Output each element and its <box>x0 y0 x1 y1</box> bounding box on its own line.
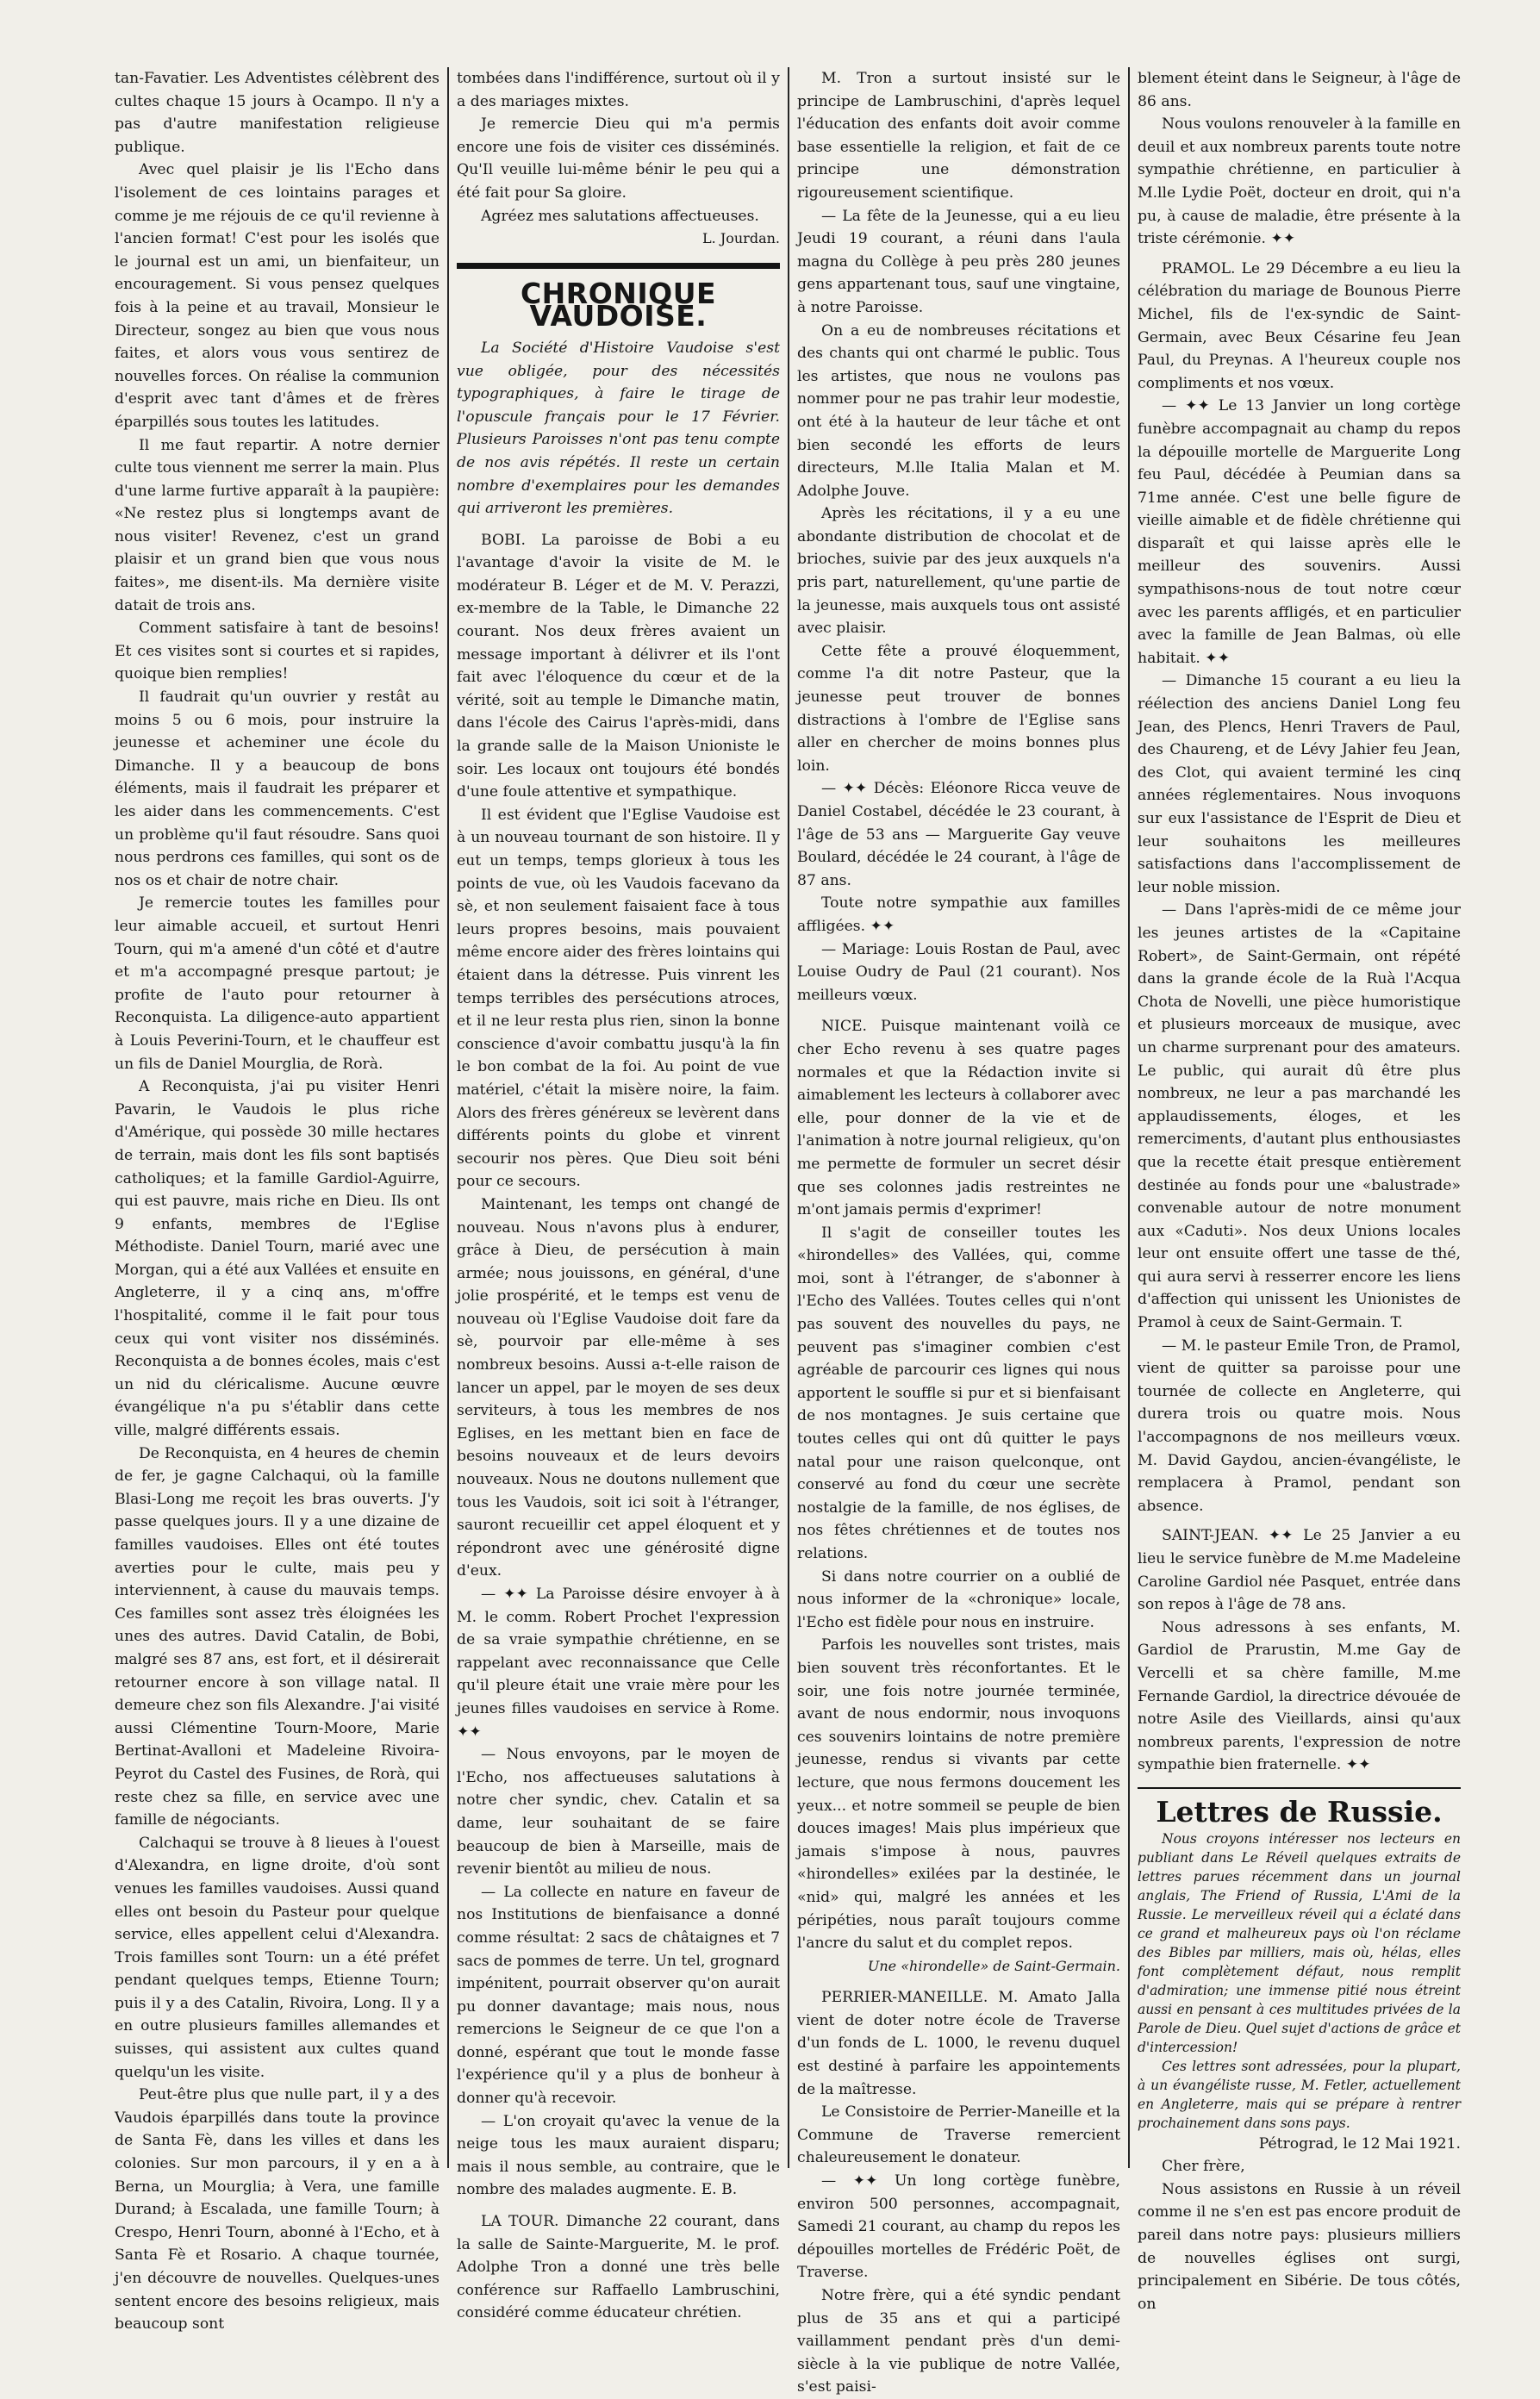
paragraph: Notre frère, qui a été syndic pendant plus de 35 ans et qui a participé vaillamment pendant près d'un demi-siècle à la vie publique de notre Vallée, s'est paisi- <box>797 2287 1120 2396</box>
paragraph: — ✦✦ Décès: Eléonore Ricca veuve de Daniel Costabel, décédée le 23 courant, à l'âge de 53 ans — Marguerite Gay veuve Boulard, décédée le 24 courant, à l'âge de 87 ans. <box>797 780 1120 889</box>
signature: L. Jourdan. <box>702 230 780 247</box>
paragraph: PRAMOL. Le 29 Décembre a eu lieu la célébration du mariage de Bounous Pierre Michel, fils de l'ex-syndic de Saint-Germain, avec Beux Césarine feu Jean Paul, du Preynas. A l'heureux couple nos compliments et nos vœux. <box>1138 259 1461 392</box>
column-4 <box>1128 67 1468 2313</box>
paragraph: — La collecte en nature en faveur de nos Institutions de bienfaisance a donné comme résultat: 2 sacs de châtaignes et 7 sacs de pommes de terre. Un tel, grognard impénitent, pourrait observer qu'on aurait pu donner davantage; mais nous, nous remercions le Seigneur de ce que l'on a donné, espérant que tout le monde fasse l'expérience qu'il y a plus de bonheur à donner qu'à recevoir. <box>457 1883 780 2108</box>
paragraph: — L'on croyait qu'avec la venue de la neige tous les maux auraient disparu; mais il nous semble, au contraire, que le nombre des malades augmente. E. B. <box>457 2112 780 2199</box>
column-3 <box>788 67 1128 2396</box>
paragraph: Je remercie Dieu qui m'a permis encore une fois de visiter ces disséminés. Qu'Il veuille lui-même bénir le peu qui a été fait pour Sa gloire. <box>457 115 780 202</box>
paragraph: Il me faut repartir. A notre dernier culte tous viennent me serrer la main. Plus d'une larme furtive apparaît à la paupière: «Ne restez plus si longtemps avant de nous visiter! Revenez, c'est un grand plaisir et un grand bien que vous nous faites», me disent-ils. Ma dernière visite datait de trois ans. <box>115 436 440 614</box>
paragraph: Cette fête a prouvé éloquemment, comme l'a dit notre Pasteur, que la jeunesse peut trouver de bonnes distractions à l'ombre de l'Eglise sans aller en chercher de moins bonnes plus loin. <box>797 642 1120 775</box>
paragraph: SAINT-JEAN. ✦✦ Le 25 Janvier a eu lieu le service funèbre de M.me Madeleine Caroline Gardiol née Pasquet, entrée dans son repos à l'âge de 78 ans. <box>1138 1527 1461 1614</box>
section-title: CHRONIQUE VAUDOISE. <box>520 276 717 333</box>
paragraph: Je remercie toutes les familles pour leur aimable accueil, et surtout Henri Tourn, qui m'a amené d'un côté et d'autre et m'a accompagné presque partout; je profite de l'auto pour retourner à Reconquista. La diligence-auto appartient à Louis Peverini-Tourn, et le chauffeur est un fils de Daniel Mourglia, de Rorà. <box>115 894 440 1073</box>
signature: Une «hirondelle» de Saint-Germain. <box>867 1957 1120 1974</box>
paragraph: Maintenant, les temps ont changé de nouveau. Nous n'avons plus à endurer, grâce à Dieu, de persécution à main armée; nous jouissons, en général, d'une jolie prospérité, et le temps est venu de nouveau où l'Eglise Vaudoise doit fare da sè, pourvoir par elle-même à ses nombreux besoins. Aussi a-t-elle raison de lancer un appel, par le moyen de ses deux serviteurs, à tous les membres de nos Eglises, en les mettant bien en face de besoins nouveaux et de leurs devoirs nouveaux. Nous ne doutons nullement que tous les Vaudois, soit ici soit à l'étranger, sauront recueillir cet appel éloquent et y répondront avec une générosité digne d'eux. <box>457 1195 780 1580</box>
paragraph: Agréez mes salutations affectueuses. <box>481 207 759 225</box>
section-intro: Nous croyons intéresser nos lecteurs en publiant dans Le Réveil quelques extraits de lettres parues récemment dans un journal anglais, The Friend of Russia, L'Ami de la Russie. Le merveilleux réveil qui a éclaté dans ce grand et malheureux pays où l'on réclame des Bibles par milliers, mais où, hélas, elles font complètement défaut, nous remplit d'admiration; une immense pitié nous étreint aussi en pensant à ces multitudes privées de la Parole de Dieu. Quel sujet d'actions de grâce et d'intercession! <box>1138 1830 1461 2055</box>
paragraph: Après les récitations, il y a eu une abondante distribution de chocolat et de brioches, suivie par des jeux auxquels n'a pris part, naturellement, qu'une partie de la jeunesse, mais auxquels tous ont assisté avec plaisir. <box>797 505 1120 638</box>
paragraph: Toute notre sympathie aux familles affligées. ✦✦ <box>797 894 1120 935</box>
dateline: Pétrograd, le 12 Mai 1921. <box>1258 2134 1461 2153</box>
paragraph: tan-Favatier. Les Adventistes célèbrent des cultes chaque 15 jours à Ocampo. Il n'y a pas d'autre manifestation religieuse publique. <box>115 70 440 156</box>
paragraph: A Reconquista, j'ai pu visiter Henri Pavarin, le Vaudois le plus riche d'Amérique, qui possède 30 mille hectares de terrain, mais dont les fils sont baptisés catholiques; et la famille Gardiol-Aguirre, qui est pauvre, mais riche en Dieu. Ils ont 9 enfants, membres de l'Eglise Méthodiste. Daniel Tourn, marié avec une Morgan, qui a été aux Vallées et ensuite en Angleterre, il y a cinq ans, m'offre l'hospitalité, comme il le fait pour tous ceux qui vont visiter nos disséminés. Reconquista a de bonnes écoles, mais c'est un nid du cléricalisme. Aucune œuvre évangélique n'a pu s'établir dans cette ville, malgré différents essais. <box>115 1078 440 1440</box>
paragraph: Calchaqui se trouve à 8 lieues à l'ouest d'Alexandra, en ligne droite, d'où sont venues les familles vaudoises. Aussi quand elles ont besoin du Pasteur pour quelque service, elles appellent celui d'Alexandra. Trois familles sont Tourn: un a été préfet pendant quelques temps, Etienne Tourn; puis il y a des Catalin, Rivoira, Long. Il y a en outre plusieurs familles allemandes et suisses, qui assistent aux cultes quand quelqu'un les visite. <box>115 1834 440 2081</box>
paragraph: — ✦✦ La Paroisse désire envoyer à à M. le comm. Robert Prochet l'expression de sa vraie sympathie chrétienne, en se rappelant avec reconnaissance que Celle qu'il pleure était une vraie mère pour les jeunes filles vaudoises en service à Rome. ✦✦ <box>457 1586 780 1741</box>
column-2 <box>447 67 788 2322</box>
paragraph: Nous adressons à ses enfants, M. Gardiol de Prarustin, M.me Gay de Vercelli et sa chère famille, M.me Fernande Gardiol, la directrice dévouée de notre Asile des Vieillards, ainsi qu'aux nombreux parents, l'expression de notre sympathie bien fraternelle. ✦✦ <box>1138 1618 1461 1774</box>
paragraph: blement éteint dans le Seigneur, à l'âge de 86 ans. <box>1138 70 1461 110</box>
section-intro: La Société d'Histoire Vaudoise s'est vue obligée, pour des nécessités typographiques, à faire le tirage de l'opuscule français pour le 17 Février. Plusieurs Paroisses n'ont pas tenu compte de nos avis répétés. Il reste un certain nombre d'exemplaires pour les demandes qui arriveront les premières. <box>457 339 780 518</box>
paragraph: Il s'agit de conseiller toutes les «hirondelles» des Vallées, qui, comme moi, sont à l'étranger, de s'abonner à l'Echo des Vallées. Toutes celles qui n'ont pas souvent des nouvelles du pays, ne peuvent pas s'imaginer combien c'est agréable de parcourir ces lignes qui nous apportent le souffle si pur et si bienfaisant de nos montagnes. Je suis certaine que toutes celles qui ont dû quitter le pays natal pour une raison quelconque, ont conservé au fond du cœur une secrète nostalgie de la famille, de nos églises, de nos fêtes chrétiennes et de toutes nos relations. <box>797 1224 1120 1562</box>
paragraph: Le Consistoire de Perrier-Maneille et la Commune de Traverse remercient chaleureusement le donateur. <box>797 2103 1120 2167</box>
column-1 <box>107 67 447 2334</box>
paragraph: PERRIER-MANEILLE. M. Amato Jalla vient de doter notre école de Traverse d'un fonds de L. 1000, le revenu duquel est destiné à parfaire les appointements de la maîtresse. <box>797 1989 1120 2098</box>
section-rule <box>457 263 780 269</box>
paragraph: LA TOUR. Dimanche 22 courant, dans la salle de Sainte-Marguerite, M. le prof. Adolphe Tron a donné une très belle conférence sur Raffaello Lambruschini, considéré comme éducateur chrétien. <box>457 2213 780 2322</box>
paragraph: BOBI. La paroisse de Bobi a eu l'avantage d'avoir la visite de M. le modérateur B. Léger et de M. V. Perazzi, ex-membre de la Table, le Dimanche 22 courant. Nos deux frères avaient un message important à délivrer et ils l'ont fait avec l'éloquence du cœur et de la vérité, soit au temple le Dimanche matin, dans l'école des Cairus l'après-midi, dans la grande salle de la Maison Unioniste le soir. Les locaux ont toujours été bondés d'une foule attentive et sympathique. <box>457 531 780 801</box>
paragraph: NICE. Puisque maintenant voilà ce cher Echo revenu à ses quatre pages normales et que la Rédaction invite si aimablement les lecteurs à collaborer avec elle, pour donner de la vie et de l'animation à notre journal religieux, qu'on me permette de formuler un secret désir que ses colonnes jadis restreintes ne m'ont jamais permis d'exprimer! <box>797 1018 1120 1219</box>
salutation: Cher frère, <box>1162 2158 1245 2176</box>
paragraph: Si dans notre courrier on a oublié de nous informer de la «chronique» locale, l'Echo est fidèle pour nous en instruire. <box>797 1567 1120 1631</box>
section-intro: Ces lettres sont adressées, pour la plupart, à un évangéliste russe, M. Fetler, actuellement en Angleterre, mais qui se prépare à rentrer prochainement dans sons pays. <box>1138 2058 1461 2131</box>
paragraph: — Dimanche 15 courant a eu lieu la réélection des anciens Daniel Long feu Jean, des Plencs, Henri Travers de Paul, des Chaureng, et de Lévy Jahier feu Jean, des Clot, qui avaient terminé les cinq années réglementaires. Nous invoquons sur eux l'assistance de l'Esprit de Dieu et leur souhaitons les meilleures satisfactions dans l'accomplissement de leur noble mission. <box>1138 672 1461 896</box>
section-title: Lettres de Russie. <box>1156 1794 1443 1829</box>
paragraph: M. Tron a surtout insisté sur le principe de Lambruschini, d'après lequel l'éducation des enfants doit avoir comme base essentielle la religion, et fait de ce principe une démonstration rigoureusement scientifique. <box>797 70 1120 202</box>
paragraph: Nous voulons renouveler à la famille en deuil et aux nombreux parents toute notre sympathie chrétienne, en particulier à M.lle Lydie Poët, docteur en droit, qui n'a pu, à cause de maladie, être présente à la triste cérémonie. ✦✦ <box>1138 115 1461 248</box>
paragraph: Il faudrait qu'un ouvrier y restât au moins 5 ou 6 mois, pour instruire la jeunesse et acheminer une école du Dimanche. Il y a beaucoup de bons éléments, mais il faudrait les préparer et les aider dans les commencements. C'est un problème qu'il faut résoudre. Sans quoi nous perdrons ces familles, qui sont os de nos os et chair de notre chair. <box>115 689 440 889</box>
paragraph: — ✦✦ Un long cortège funèbre, environ 500 personnes, accompagnait, Samedi 21 courant, au champ du repos les dépouilles mortelles de Frédéric Poët, de Traverse. <box>797 2172 1120 2282</box>
paragraph: — Dans l'après-midi de ce même jour les jeunes artistes de la «Capitaine Robert», de Saint-Germain, ont répété dans la grande école de la Ruà l'Acqua Chota de Novelli, une pièce humoristique et plusieurs morceaux de musique, avec un charme surprenant pour des amateurs. Le public, qui aurait dû être plus nombreux, ne leur a pas marchandé les applaudissements, éloges, et les remerciments, d'autant plus enthousiastes que la recette était presque entièrement destinée au fonds pour une «balustrade» convenable autour de notre monument aux «Caduti». Nos deux Unions locales leur ont ensuite offert une tasse de thé, qui aura servi à resserrer encore les liens d'affection qui unissent les Unionistes de Pramol à ceux de Saint-Germain. T. <box>1138 901 1461 1332</box>
paragraph: Nous assistons en Russie à un réveil comme il ne s'en est pas encore produit de pareil dans notre pays: plusieurs milliers de nouvelles églises ont surgi, principalement en Sibérie. De tous côtés, on <box>1138 2180 1461 2313</box>
columns <box>107 67 1523 2396</box>
paragraph: De Reconquista, en 4 heures de chemin de fer, je gagne Calchaqui, où la famille Blasi-Long me reçoit les bras ouverts. J'y passe quelques jours. Il y a une dizaine de familles vaudoises. Elles ont été toutes averties pour le culte, mais peu y interviennent, à cause du mauvais temps. Ces familles sont assez très éloignées les unes des autres. David Catalin, de Bobi, malgré ses 87 ans, est fort, et il désirerait retourner encore à son village natal. Il demeure chez son fils Alexandre. J'ai visité aussi Clémentine Tourn-Moore, Marie Bertinat-Avalloni et Madeleine Rivoira-Peyrot du Castel des Fusines, de Rorà, qui reste chez sa fille, en service avec une famille de négociants. <box>115 1444 440 1829</box>
paragraph: — La fête de la Jeunesse, qui a eu lieu Jeudi 19 courant, a réuni dans l'aula magna du Collège à peu près 280 jeunes gens appartenant tous, sauf une vingtaine, à notre Paroisse. <box>797 207 1120 316</box>
paragraph: On a eu de nombreuses récitations et des chants qui ont charmé le public. Tous les artistes, que nous ne voulons pas nommer pour ne pas trahir leur modestie, ont été à la hauteur de leur tâche et ont bien secondé les efforts de leurs directeurs, M.lle Italia Malan et M. Adolphe Jouve. <box>797 321 1120 500</box>
paragraph: Il est évident que l'Eglise Vaudoise est à un nouveau tournant de son histoire. Il y eut un temps, temps glorieux à tous les points de vue, où les Vaudois facevano da sè, et non seulement faisaient face à tous leurs propres besoins, mais pouvaient même encore aider des frères lointains qui étaient dans la détresse. Puis vinrent les temps terribles des persécutions atroces, et il ne leur resta plus rien, sinon la bonne conscience d'avoir combattu jusqu'à la fin le bon combat de la foi. Au point de vue matériel, c'était la misère noire, la faim. Alors des frères généreux se levèrent dans différents points du globe et vinrent secourir nos pères. Que Dieu soit béni pour ce secours. <box>457 806 780 1191</box>
paragraph: — Mariage: Louis Rostan de Paul, avec Louise Oudry de Paul (21 courant). Nos meilleurs vœux. <box>797 940 1120 1004</box>
paragraph: Comment satisfaire à tant de besoins! Et ces visites sont si courtes et si rapides, quoique bien remplies! <box>115 620 440 683</box>
paragraph: — M. le pasteur Emile Tron, de Pramol, vient de quitter sa paroisse pour une tournée de collecte en Angleterre, qui durera trois ou quatre mois. Nous l'accompagnons de nos meilleurs vœux. M. David Gaydou, ancien-évangéliste, le remplacera à Pramol, pendant son absence. <box>1138 1337 1461 1515</box>
paragraph: Peut-être plus que nulle part, il y a des Vaudois éparpillés dans toute la province de Santa Fè, dans les villes et dans les colonies. Sur mon parcours, il y en a à Berna, un Mourglia; à Vera, une famille Durand; à Escalada, une famille Tourn; à Crespo, Henri Tourn, abonné à l'Echo, et à Santa Fè et Rosario. A chaque tournée, j'en découvre de nouvelles. Quelques-unes sentent encore des besoins religieux, mais beaucoup sont <box>115 2086 440 2334</box>
paragraph: — ✦✦ Le 13 Janvier un long cortège funèbre accompagnait au champ du repos la dépouille mortelle de Marguerite Long feu Paul, décédée à Peumian dans sa 71me année. C'est une belle figure de vieille aimable et de fidèle chrétienne qui disparaît et qui laisse après elle le meilleur des souvenirs. Aussi sympathisons-nous de tout notre cœur avec les parents affligés, et en particulier avec la famille de Jean Balmas, où elle habitait. ✦✦ <box>1138 397 1461 667</box>
paragraph: — Nous envoyons, par le moyen de l'Echo, nos affectueuses salutations à notre cher syndic, chev. Catalin et sa dame, leur souhaitant de se faire beaucoup de bien à Marseille, mais de revenir bientôt au milieu de nous. <box>457 1746 780 1879</box>
paragraph: tombées dans l'indifférence, surtout où il y a des mariages mixtes. <box>457 70 780 110</box>
paragraph: Parfois les nouvelles sont tristes, mais bien souvent très réconfortantes. Et le soir, une fois notre journée terminée, avant de nous endormir, nous invoquons ces souvenirs lointains de notre première jeunesse, rendus si vivants par cette lecture, que nous fermons doucement les yeux... et notre sommeil se peuple de bien douces images! Mais plus impérieux que jamais s'impose à nous, pauvres «hirondelles» exilées par la destinée, le «nid» qui, malgré les années et les péripéties, nous paraît toujours comme l'ancre du salut et du complet repos. <box>797 1636 1120 1953</box>
section-rule <box>1138 1787 1461 1789</box>
paragraph: Avec quel plaisir je lis l'Echo dans l'isolement de ces lointains parages et comme je me réjouis de ce qu'il revienne à l'ancien format! C'est pour les isolés que le journal est un ami, un bienfaiteur, un encouragement. Si vous pensez quelques fois à la peine et au travail, Monsieur le Directeur, songez au bien que vous nous faites, et alors vous vous sentirez de nouvelles forces. On réalise la communion d'esprit avec tant d'âmes et de frères éparpillés sous toutes les latitudes. <box>115 161 440 431</box>
